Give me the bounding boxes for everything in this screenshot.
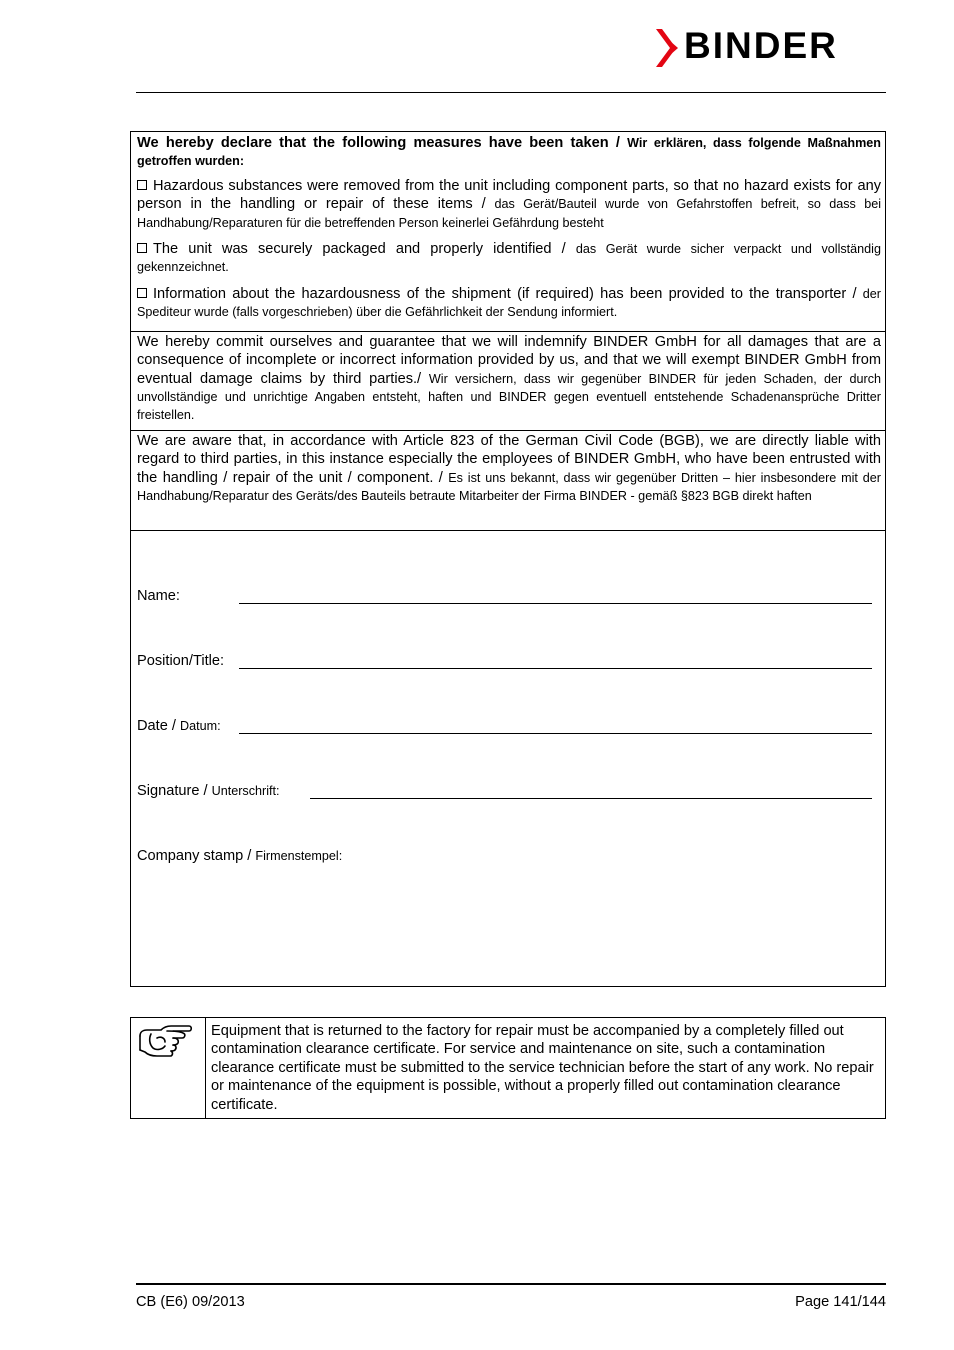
item3-de: der Spediteur wurde (falls vorgeschrieben) über die Gefährlichkeit der Sendung informiert.: [137, 287, 881, 320]
liability-text: [137, 432, 881, 505]
name-field[interactable]: [239, 603, 872, 604]
date-label-en: Date /: [137, 718, 180, 734]
stamp-label: [137, 847, 342, 865]
date-label: [137, 717, 221, 735]
commitment-en: We hereby commit ourselves and guarantee that we will indemnify BINDER GmbH for all damages that are a consequence of incomplete or incorrect information provided by us, and that we will exempt BINDER GmbH from eventual damage claims by third parties./: [137, 334, 881, 387]
name-label: Name:: [137, 588, 180, 604]
commitment-de: Wir versichern, dass wir gegenüber BINDER für jeden Schaden, der durch unvollständige und unrichtige Angaben entsteht, haften und BINDER gegen eventuell entstehende Schadenansprüche Dritter freistellen.: [137, 371, 881, 423]
footer-rule: [136, 1283, 886, 1285]
signature-label-en: Signature /: [137, 783, 212, 799]
signature-label: [137, 782, 280, 800]
binder-logo: [652, 25, 888, 70]
liability-de: Es ist uns bekannt, dass wir gegenüber Dritten – hier insbesondere mit der Handhabung/Reparatur des Geräts/des Bauteils betraute Mitarbeiter der Firma BINDER - gemäß §823 BGB direkt haften: [137, 470, 881, 503]
stamp-area[interactable]: [137, 871, 877, 981]
signature-section: [131, 531, 885, 987]
measures-section: [131, 132, 885, 332]
page-number: Page 141/144: [795, 1294, 886, 1310]
declaration-form: [130, 131, 886, 987]
position-label: Position/Title:: [137, 653, 225, 669]
stamp-label-de: Firmenstempel:: [255, 849, 343, 863]
date-label-de: Datum:: [180, 719, 221, 733]
liability-en: We are aware that, in accordance with Article 823 of the German Civil Code (BGB), we are directly liable with regard to third parties, in this instance especially the employees of BINDER GmbH, who have been entrusted with the handling / repair of the unit / component. /: [137, 433, 881, 486]
header-rule: [136, 92, 886, 93]
liability-section: [131, 431, 885, 531]
checkbox[interactable]: [137, 243, 147, 253]
checkbox[interactable]: [137, 180, 147, 190]
measure-item-1: [137, 177, 881, 232]
note-divider: [205, 1018, 206, 1118]
item2-de: das Gerät wurde sicher verpackt und vollständig gekennzeichnet.: [137, 242, 881, 275]
heading-de: Wir erklären, dass folgende Maßnahmen getroffen wurden:: [137, 136, 881, 169]
commitment-section: [131, 332, 885, 431]
commitment-text: [137, 333, 881, 424]
heading-en: We hereby declare that the following measures have been taken /: [137, 135, 628, 151]
item3-en: Information about the hazardousness of the shipment (if required) has been provided to the transporter /: [153, 286, 863, 302]
note-box: [130, 1017, 886, 1119]
date-field[interactable]: [239, 733, 872, 734]
measures-heading: [137, 134, 881, 171]
item2-en: The unit was securely packaged and properly identified /: [153, 241, 576, 257]
signature-field[interactable]: [310, 798, 872, 799]
pointing-hand-icon: [137, 1022, 193, 1064]
stamp-label-en: Company stamp /: [137, 848, 256, 864]
item1-de: das Gerät/Bauteil wurde von Gefahrstoffen befreit, so dass bei Handhabung/Reparaturen für die betreffenden Person keinerlei Gefährdung besteht: [137, 197, 882, 230]
brand-name: BINDER: [684, 25, 838, 66]
note-text: Equipment that is returned to the factory for repair must be accompanied by a completely filled out contamination clearance certificate. For service and maintenance on site, such a contamination clearance certificate must be submitted to the service technician before the start of any work. No repair or maintenance of the equipment is possible, without a properly filled out contamination clearance certificate.: [211, 1023, 874, 1113]
position-field[interactable]: [239, 668, 872, 669]
checkbox[interactable]: [137, 288, 147, 298]
binder-chevron-icon: [652, 29, 682, 69]
measure-item-2: [137, 240, 881, 277]
doc-code: CB (E6) 09/2013: [136, 1294, 245, 1310]
item1-en: Hazardous substances were removed from the unit including component parts, so that no hazard exists for any person in the handling or repair of these items /: [137, 178, 881, 213]
measure-item-3: [137, 285, 881, 322]
signature-label-de: Unterschrift:: [211, 784, 280, 798]
